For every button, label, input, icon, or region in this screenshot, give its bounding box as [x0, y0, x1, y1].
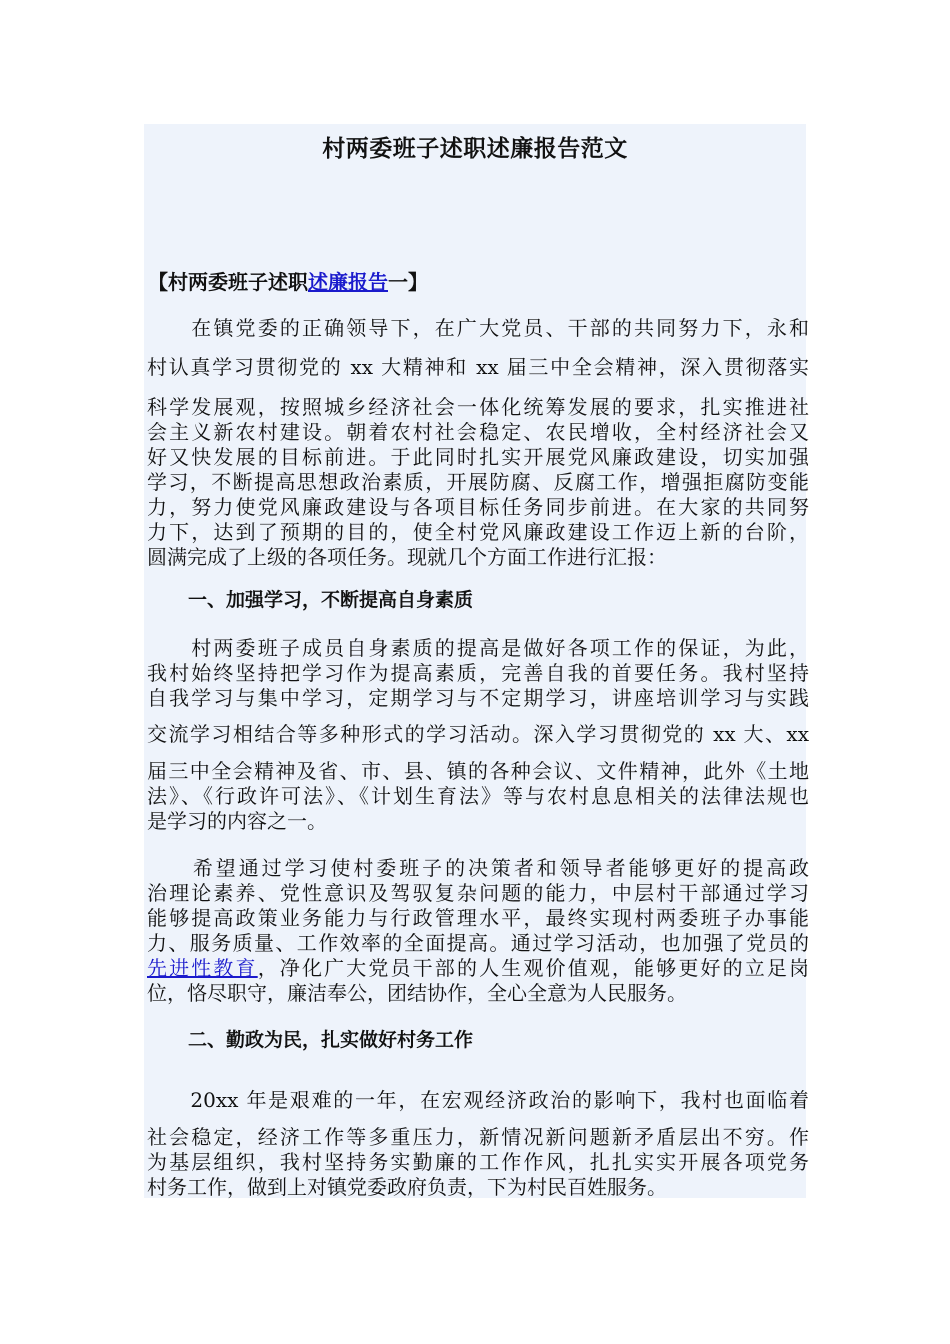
paragraph-line: 20xx 年是艰难的一年，在宏观经济政治的影响下，我村也面临着 [147, 1088, 809, 1112]
paragraph-line: 希望通过学习使村委班子的决策者和领导者能够更好的提高政 [147, 856, 809, 880]
paragraph-line: 自我学习与集中学习，定期学习与不定期学习，讲座培训学习与实践 [147, 686, 809, 710]
paragraph-line [147, 955, 809, 981]
paragraph-line: 力，努力使党风廉政建设与各项目标任务同步前进。在大家的共同努 [147, 495, 809, 519]
paragraph-line: 学习，不断提高思想政治素质，开展防腐、反腐工作，增强拒腐防变能 [147, 470, 809, 494]
paragraph-line: 我村始终坚持把学习作为提高素质，完善自我的首要任务。我村坚持 [147, 661, 809, 685]
section-heading-link[interactable]: 述廉报告 [308, 270, 388, 294]
paragraph-line: 位，恪尽职守，廉洁奉公，团结协作，全心全意为人民服务。 [147, 981, 687, 1005]
paragraph-line: 力、服务质量、工作效率的全面提高。通过学习活动，也加强了党员的 [147, 931, 809, 955]
subheading-2: 二、勤政为民，扎实做好村务工作 [188, 1029, 474, 1051]
paragraph-line: 村认真学习贯彻党的 xx 大精神和 xx 届三中全会精神，深入贯彻落实 [147, 355, 809, 379]
section-heading [148, 266, 428, 298]
paragraph-line: 法》、《行政许可法》、《计划生育法》等与农村息息相关的法律法规也 [147, 784, 809, 808]
paragraph-line: 届三中全会精神及省、市、县、镇的各种会议、文件精神，此外《土地 [147, 759, 809, 783]
section-heading-suffix: 一】 [388, 270, 428, 294]
paragraph-line: 会主义新农村建设。朝着农村社会稳定、农民增收，全村经济社会又 [147, 420, 809, 444]
paragraph-line: 为基层组织，我村坚持务实勤廉的工作作风，扎扎实实开展各项党务 [147, 1150, 809, 1174]
paragraph-line: 在镇党委的正确领导下，在广大党员、干部的共同努力下，永和 [147, 316, 809, 340]
paragraph-line: 交流学习相结合等多种形式的学习活动。深入学习贯彻党的 xx 大、xx [147, 722, 809, 746]
section-heading-prefix: 【村两委班子述职 [148, 270, 308, 294]
paragraph-line: 治理论素养、党性意识及驾驭复杂问题的能力，中层村干部通过学习 [147, 881, 809, 905]
document-title: 村两委班子述职述廉报告范文 [322, 135, 628, 162]
paragraph-line: 村两委班子成员自身素质的提高是做好各项工作的保证，为此， [147, 636, 809, 660]
paragraph-line: 圆满完成了上级的各项任务。现就几个方面工作进行汇报： [147, 545, 667, 569]
paragraph-line: 力下，达到了预期的目的，使全村党风廉政建设工作迈上新的台阶， [147, 520, 809, 544]
paragraph-line: 村务工作，做到上对镇党委政府负责，下为村民百姓服务。 [147, 1175, 667, 1199]
paragraph-line: 是学习的内容之一。 [147, 809, 327, 833]
paragraph-line: 能够提高政策业务能力与行政管理水平，最终实现村两委班子办事能 [147, 906, 809, 930]
paragraph-text: ，净化广大党员干部的人生观价值观，能够更好的立足岗 [257, 956, 810, 980]
advanced-education-link[interactable]: 先进性教育 [147, 956, 258, 980]
paragraph-line: 社会稳定，经济工作等多重压力，新情况新问题新矛盾层出不穷。作 [147, 1125, 809, 1149]
subheading-1: 一、加强学习，不断提高自身素质 [188, 589, 474, 611]
paragraph-line: 好又快发展的目标前进。于此同时扎实开展党风廉政建设，切实加强 [147, 445, 809, 469]
paragraph-line: 科学发展观，按照城乡经济社会一体化统筹发展的要求，扎实推进社 [147, 395, 809, 419]
